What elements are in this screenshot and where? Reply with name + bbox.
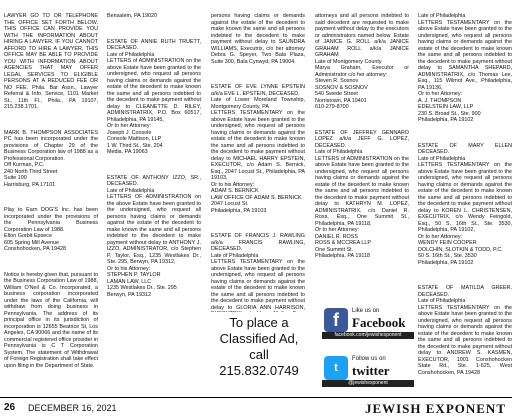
twitter-tagline: Follow us on — [352, 356, 386, 362]
page-number: 26 — [4, 402, 16, 413]
facebook-icon: f — [324, 308, 348, 332]
legal-notice: ESTATE OF MARY ELLEN DECEASED. Late of Philadelphia LETTERS TESTAMENTARY on the above Estate have been granted to the undersigned, who request all persons having claims or demands against the estate of the decedent to make known the same and all persons indebted to the decedent to make payment without delay to KOREN L. CHRISTENSEN, EXECUTRIX, c/o Wendy Feingold, Esq., 50 S. 16th St., Ste. 3530, Philadelphia, PA 19102, Or to her Attorney: WENDY FEIN COOPER DOLCHIN, SLOTKIN & TODD, P.C. 50 S. 16th St., Ste. 3530 Philadelphia, PA 19102 — [418, 142, 512, 266]
classified-line-3: call 215.832.0749 — [219, 347, 299, 378]
twitter-icon: t — [324, 356, 348, 380]
twitter-wordmark: twitter — [352, 363, 390, 378]
legal-notice: ESTATE OF EVE LYNNE EPSTEIN a/k/a EVE L. EPSTEIN, DECEASED. Late of Lower Moreland Township, Montgomery County, PA LETTERS TESTAMENTARY on the above Estate have been granted to the undersigned, who request all persons having claims or demands against the estate of the decedent to make known the same and all persons indebted to the decedent to make payment without delay to MICHAEL HARRY EPSTEIN, EXECUTOR, c/o Adam S. Bernick, Esq., 2047 Locust St., Philadelphia, PA 19103, Or to his Attorney: ADAM S. BERNICK LAW OFFICE OF ADAM S. BERNICK 2047 Locust St. Philadelphia, PA 19103 — [211, 84, 305, 214]
twitter-promo[interactable] — [322, 352, 414, 386]
facebook-url[interactable]: facebook.com/jewishexponent — [322, 332, 414, 339]
facebook-promo[interactable] — [322, 304, 414, 338]
classified-line-1: To place a — [229, 315, 289, 330]
column-5 — [418, 0, 512, 396]
facebook-tagline: Like us on — [352, 308, 380, 314]
classified-line-2: Classified Ad, — [219, 331, 299, 346]
legal-notice: ESTATE OF ANTHONY IZZO, SR., DECEASED. Late of Philadelphia LETTERS OF ADMINISTRATION on the above Estate have been granted to the undersigned, who request all persons having claims or demands against the estate of the decedent to make known the same and all persons indebted to the decedent to make payment without delay to ANTHONY J. IZZO, ADMINISTRATOR, c/o Stephen P. Taylor, Esq., 1235 Westlakes Dr., Ste. 295, Berwyn, PA 19312, Or to his Attorney: STEPHEN P. TAYLOR LAMAN LAW, LLC 1235 Westlakes Dr., Ste. 295 Berwyn, PA 19312 — [107, 174, 201, 298]
legal-notice: persons having claims or demands against the estate of the decedent to make known the same and all persons indebted to the decedent to make payment without delay to SAUNDRA WILLIAMS, Executrix, c/o her attorney Debra G. Speyer, Two Bala Plaza, Suite 300, Bala Cynwyd, PA 19004. — [211, 13, 305, 65]
column-2 — [107, 0, 201, 311]
classified-ad-box — [213, 315, 305, 379]
legal-notice: ESTATE OF JEFFREY GENNARO LOPEZ a/k/a JEFF G. LOPEZ, DECEASED. Late of Philadelphia LETTERS of ADMINISTRATION on the above Estate have been granted to the undersigned, who request all persons having claims or demands against the estate of the decedent to make known the same and all persons indebted to the decedent to make payment without delay to KATHRYN M. LOPEZ, ADMINISTRATRIX, c/o Daniel R. Ross, Esq., One Summit St., Philadelphia, PA 19118, Or to her Attorney: DANIEL R. ROSS ROSS & MCCREA LLP One Summit St. Philadelphia, PA 19118 — [315, 129, 409, 259]
legal-notice: MARK B. THOMPSON ASSOCIATES PC has been incorporated under the provisions of Chapter 29 of the Business Corporation law of 1988 as a Professional Corporation. Off Kurman, P.C. 240 North Third Street Suite 100 Harrisburg, PA 17101 — [4, 129, 98, 188]
legal-notice: LAWYER GO TO OR TELEPHONE THE OFFICE SET FORTH BELOW. THIS OFFICE CAN PROVIDE YOU WITH THE INFORMATION ABOUT HIRING A LAWYER. IF YOU CANNOT AFFORD TO HIRE A LAWYER, THIS OFFICE MAY BE ABLE TO PROVIDE YOU WITH INFORMATION ABOUT AGENCIES THAT MAY OFFER LEGAL SERVICES TO ELIGIBLE PERSONS AT A REDUCED FEE OR NO FEE. Phila. Bar Assn., Lawyer Referral & Info. Service, 1101 Market St., 11th Fl., Phila., PA 19107, 215.238.1701. — [4, 13, 98, 110]
column-4 — [315, 0, 409, 296]
legal-notice: ESTATE OF FRANCIS J. RAWLING a/k/a FRANCIS RAWLING, DECEASED. Late of Philadelphia LETTERS TESTAMENTARY on the above Estate have been granted to the undersigned, who request all persons having claims or demands against the estate of the decedent to make known the same and all persons indebted to the decedent to make payment without delay to GLORIA ANN HARRISON, — [211, 233, 305, 311]
column-1 — [4, 0, 98, 382]
issue-date: DECEMBER 16, 2021 — [28, 403, 117, 413]
legal-notice: Notice is hereby given that, pursuant to the Business Corporation Law of 1988, William O'Neil & Co. Incorporated, a business corporation incorporated under the laws of the California, will withdraw from doing business in Pennsylvania. The address of its principal office in its jurisdiction of incorporation is 12655 Beatrice St, Los Angeles, CA 90066 and the name of its commercial registered office provider in Pennsylvania is C T Corporation System. The statement of Withdrawal of Foreign Registration shall take effect upon filing in the Department of State. — [4, 271, 98, 369]
twitter-handle[interactable]: @jewishexponent — [322, 380, 414, 387]
legal-notice: Bensalem, PA 19020 — [107, 13, 157, 19]
facebook-wordmark: Facebook — [352, 315, 406, 330]
page-footer — [0, 399, 512, 418]
legal-notice: ESTATE OF ANNIE RUTH TRUETT, DECEASED. Late of Philadelphia LETTERS of ADMINISTRATION on the above Estate have been granted to the undersigned, who request all persons having claims or demands against the estate of the decedent to make known the same and all persons indebted to the decedent to make payment without delay to CLEANETTE D. RILEY, ADMINISTRATRIX, P.O. Box 60517, Philadelphia, PA 19145, Or to her Attorney: Joseph J. Console Console Mattison, LLP 1 W. Third St., Ste. 204 Media, PA 19063 — [107, 38, 201, 155]
legal-notice: ESTATE OF MATILDA GREER, DECEASED. Late of Philadelphia LETTERS TESTAMENTARY on the above Estate have been granted to the undersigned, who request all persons having claims or demands against the estate of the decedent to make known the same and all persons indebted to the decedent to make payment without delay to ANDREW S. KASMEN, EXECUTOR, 1001 Conshohocken State Rd., Ste. 1-625, West Conshohocken, PA 19428 — [418, 285, 512, 376]
publication-name: JEWISH EXPONENT — [364, 401, 506, 416]
legal-notice: Late of Philadelphia LETTERS TESTAMENTARY on the above Estate have been granted to the undersigned, who request all persons having claims or demands against the estate of the decedent to make known the same and all persons indebted to the decedent to make payment without delay to SAMANTHA SHEPARD, ADMINISTRATRIX, c/o Thomas Lee, Esq., 115 Wilmot Ave., Philadelphia, PA 19136, Or to her Attorney: A. J. THOMPSON EDELSTEIN LAW, LLP 230 S. Broad St., Ste. 900 Philadelphia, PA 19102 — [418, 13, 512, 123]
column-3 — [211, 0, 305, 312]
legal-notice: Play to Earn DOG'S Inc. has been incorporated under the provisions of the Pennsylvania Business Corporation Law of 1988. Elton Gorbit Epsece 605 Spring Mill Avenue Conshohocken, PA 19428 — [4, 207, 98, 252]
legal-notice: attorneys and all persons indebted to said decedent are requested to make payment without delay to the executors or administrators named below. Estate of JANICE G. ROLL a/k/a JANICE GRAHAM ROLL a/k/a JANICE GRAHAM Late of Montgomery County Marya Graham, Executor or Administrator c/o her attorney: Steven R. Sosnov SOSNOV & SOSNOV 540 Swede Street Norristown, PA 19401 610-279-8700 — [315, 13, 409, 110]
footer-rule — [0, 397, 512, 398]
social-media-ad — [322, 300, 414, 394]
